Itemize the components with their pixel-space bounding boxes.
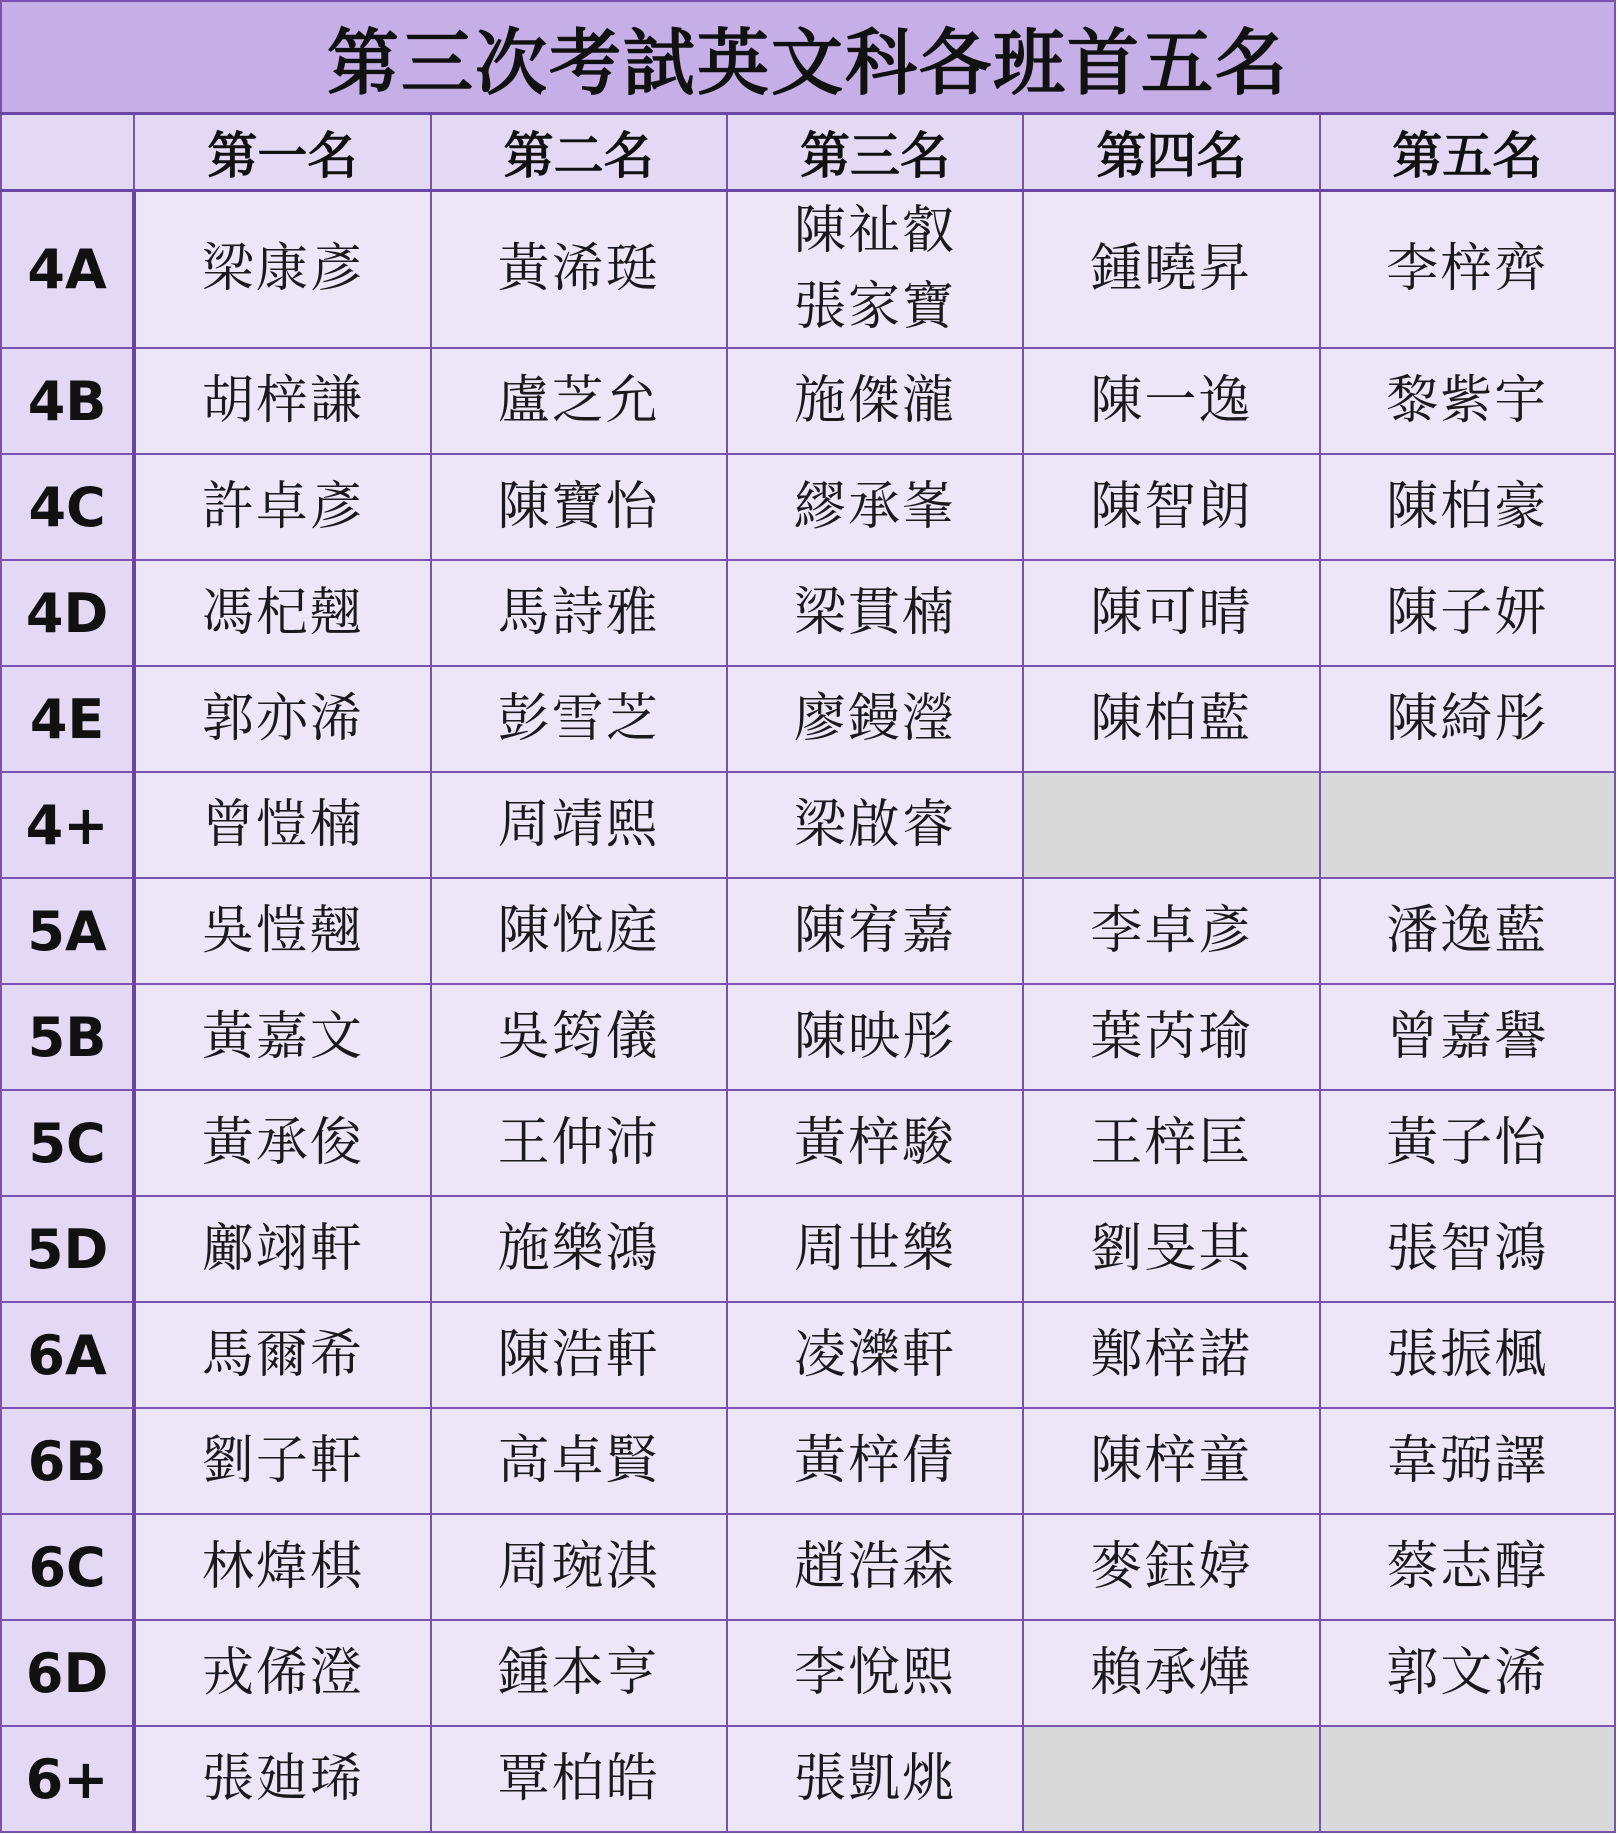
student-name: 馬詩雅 [431,560,727,666]
empty-cell [1320,1726,1615,1832]
student-name: 葉芮瑜 [1023,984,1319,1090]
student-name: 吳愷翹 [134,878,430,984]
student-name: 馮杞翹 [134,560,430,666]
student-name: 黎紫宇 [1320,348,1615,454]
student-name: 陳宥嘉 [727,878,1023,984]
student-name: 張家寶 [794,277,957,338]
table-row [1,454,1615,560]
class-label: 4D [1,560,134,666]
student-name: 麥鈺婷 [1023,1514,1319,1620]
table-row [1,348,1615,454]
student-name: 黃浠珽 [431,190,727,348]
table-row [1,560,1615,666]
student-name: 陳浩軒 [431,1302,727,1408]
student-name: 潘逸藍 [1320,878,1615,984]
student-name: 鄺翊軒 [134,1196,430,1302]
student-name: 王仲沛 [431,1090,727,1196]
student-name: 陳子妍 [1320,560,1615,666]
student-name: 黃承俊 [134,1090,430,1196]
header-corner-cell [1,113,134,190]
table-row [1,878,1615,984]
student-name: 陳一逸 [1023,348,1319,454]
student-name: 許卓彥 [134,454,430,560]
class-label: 5C [1,1090,134,1196]
table-row [1,1302,1615,1408]
student-name: 李卓彥 [1023,878,1319,984]
student-name: 繆承峯 [727,454,1023,560]
student-name: 周琬淇 [431,1514,727,1620]
header-rank-3: 第三名 [727,113,1023,190]
header-rank-4: 第四名 [1023,113,1319,190]
student-name: 陳可晴 [1023,560,1319,666]
table-row [1,1196,1615,1302]
title-row [1,1,1615,113]
student-name: 高卓賢 [431,1408,727,1514]
class-label: 6+ [1,1726,134,1832]
student-name: 梁啟睿 [727,772,1023,878]
student-name: 林煒棋 [134,1514,430,1620]
student-name: 張凱烑 [727,1726,1023,1832]
student-name: 戎俙澄 [134,1620,430,1726]
student-name: 蔡志醇 [1320,1514,1615,1620]
student-name: 陳映彤 [727,984,1023,1090]
student-name: 劉旻其 [1023,1196,1319,1302]
student-name: 凌濼軒 [727,1302,1023,1408]
student-name: 周世樂 [727,1196,1023,1302]
student-name: 周靖熙 [431,772,727,878]
student-name: 施樂鴻 [431,1196,727,1302]
student-name: 曾愷楠 [134,772,430,878]
student-name: 鍾本亨 [431,1620,727,1726]
student-name: 黃子怡 [1320,1090,1615,1196]
class-label: 6A [1,1302,134,1408]
header-rank-5: 第五名 [1320,113,1615,190]
student-name: 施傑瀧 [727,348,1023,454]
class-label: 4E [1,666,134,772]
student-name: 盧芝允 [431,348,727,454]
student-name: 廖鏝瀅 [727,666,1023,772]
table-row [1,1620,1615,1726]
student-name: 黃嘉文 [134,984,430,1090]
student-name: 陳柏豪 [1320,454,1615,560]
student-name: 鄭梓諾 [1023,1302,1319,1408]
table-row [1,190,1615,348]
student-name: 張振楓 [1320,1302,1615,1408]
class-label: 4+ [1,772,134,878]
class-label: 4B [1,348,134,454]
student-name: 陳智朗 [1023,454,1319,560]
table-row [1,984,1615,1090]
student-name: 陳梓童 [1023,1408,1319,1514]
student-name: 馬爾希 [134,1302,430,1408]
student-name: 賴承燁 [1023,1620,1319,1726]
student-name: 梁康彥 [134,190,430,348]
student-name-cell [727,190,1023,348]
student-name: 陳寶怡 [431,454,727,560]
student-name: 劉子軒 [134,1408,430,1514]
student-name: 張廸琋 [134,1726,430,1832]
student-name: 郭文浠 [1320,1620,1615,1726]
student-name: 曾嘉譽 [1320,984,1615,1090]
table-row [1,1726,1615,1832]
table-row [1,666,1615,772]
class-label: 6B [1,1408,134,1514]
student-name: 黃梓駿 [727,1090,1023,1196]
table-row [1,1090,1615,1196]
student-name: 陳悅庭 [431,878,727,984]
empty-cell [1320,772,1615,878]
student-name: 胡梓謙 [134,348,430,454]
student-name: 張智鴻 [1320,1196,1615,1302]
class-label: 5B [1,984,134,1090]
empty-cell [1023,772,1319,878]
student-name: 韋弼譯 [1320,1408,1615,1514]
class-label: 6D [1,1620,134,1726]
student-name: 吳筠儀 [431,984,727,1090]
header-row [1,113,1615,190]
sheet-title: 第三次考試英文科各班首五名 [1,1,1615,113]
class-label: 4C [1,454,134,560]
student-name: 梁貫楠 [727,560,1023,666]
header-rank-2: 第二名 [431,113,727,190]
class-label: 5D [1,1196,134,1302]
student-name: 陳綺彤 [1320,666,1615,772]
class-label: 6C [1,1514,134,1620]
header-rank-1: 第一名 [134,113,430,190]
table-row [1,772,1615,878]
class-label: 5A [1,878,134,984]
class-label: 4A [1,190,134,348]
table-row [1,1514,1615,1620]
student-name: 王梓匡 [1023,1090,1319,1196]
student-name: 黃梓倩 [727,1408,1023,1514]
student-name: 彭雪芝 [431,666,727,772]
student-name: 覃柏皓 [431,1726,727,1832]
student-name: 郭亦浠 [134,666,430,772]
student-name: 李悅熙 [727,1620,1023,1726]
table-row [1,1408,1615,1514]
empty-cell [1023,1726,1319,1832]
student-name: 陳柏藍 [1023,666,1319,772]
student-name: 鍾曉昇 [1023,190,1319,348]
student-name: 趙浩森 [727,1514,1023,1620]
student-name: 李梓齊 [1320,190,1615,348]
student-name: 陳祉叡 [794,201,957,262]
